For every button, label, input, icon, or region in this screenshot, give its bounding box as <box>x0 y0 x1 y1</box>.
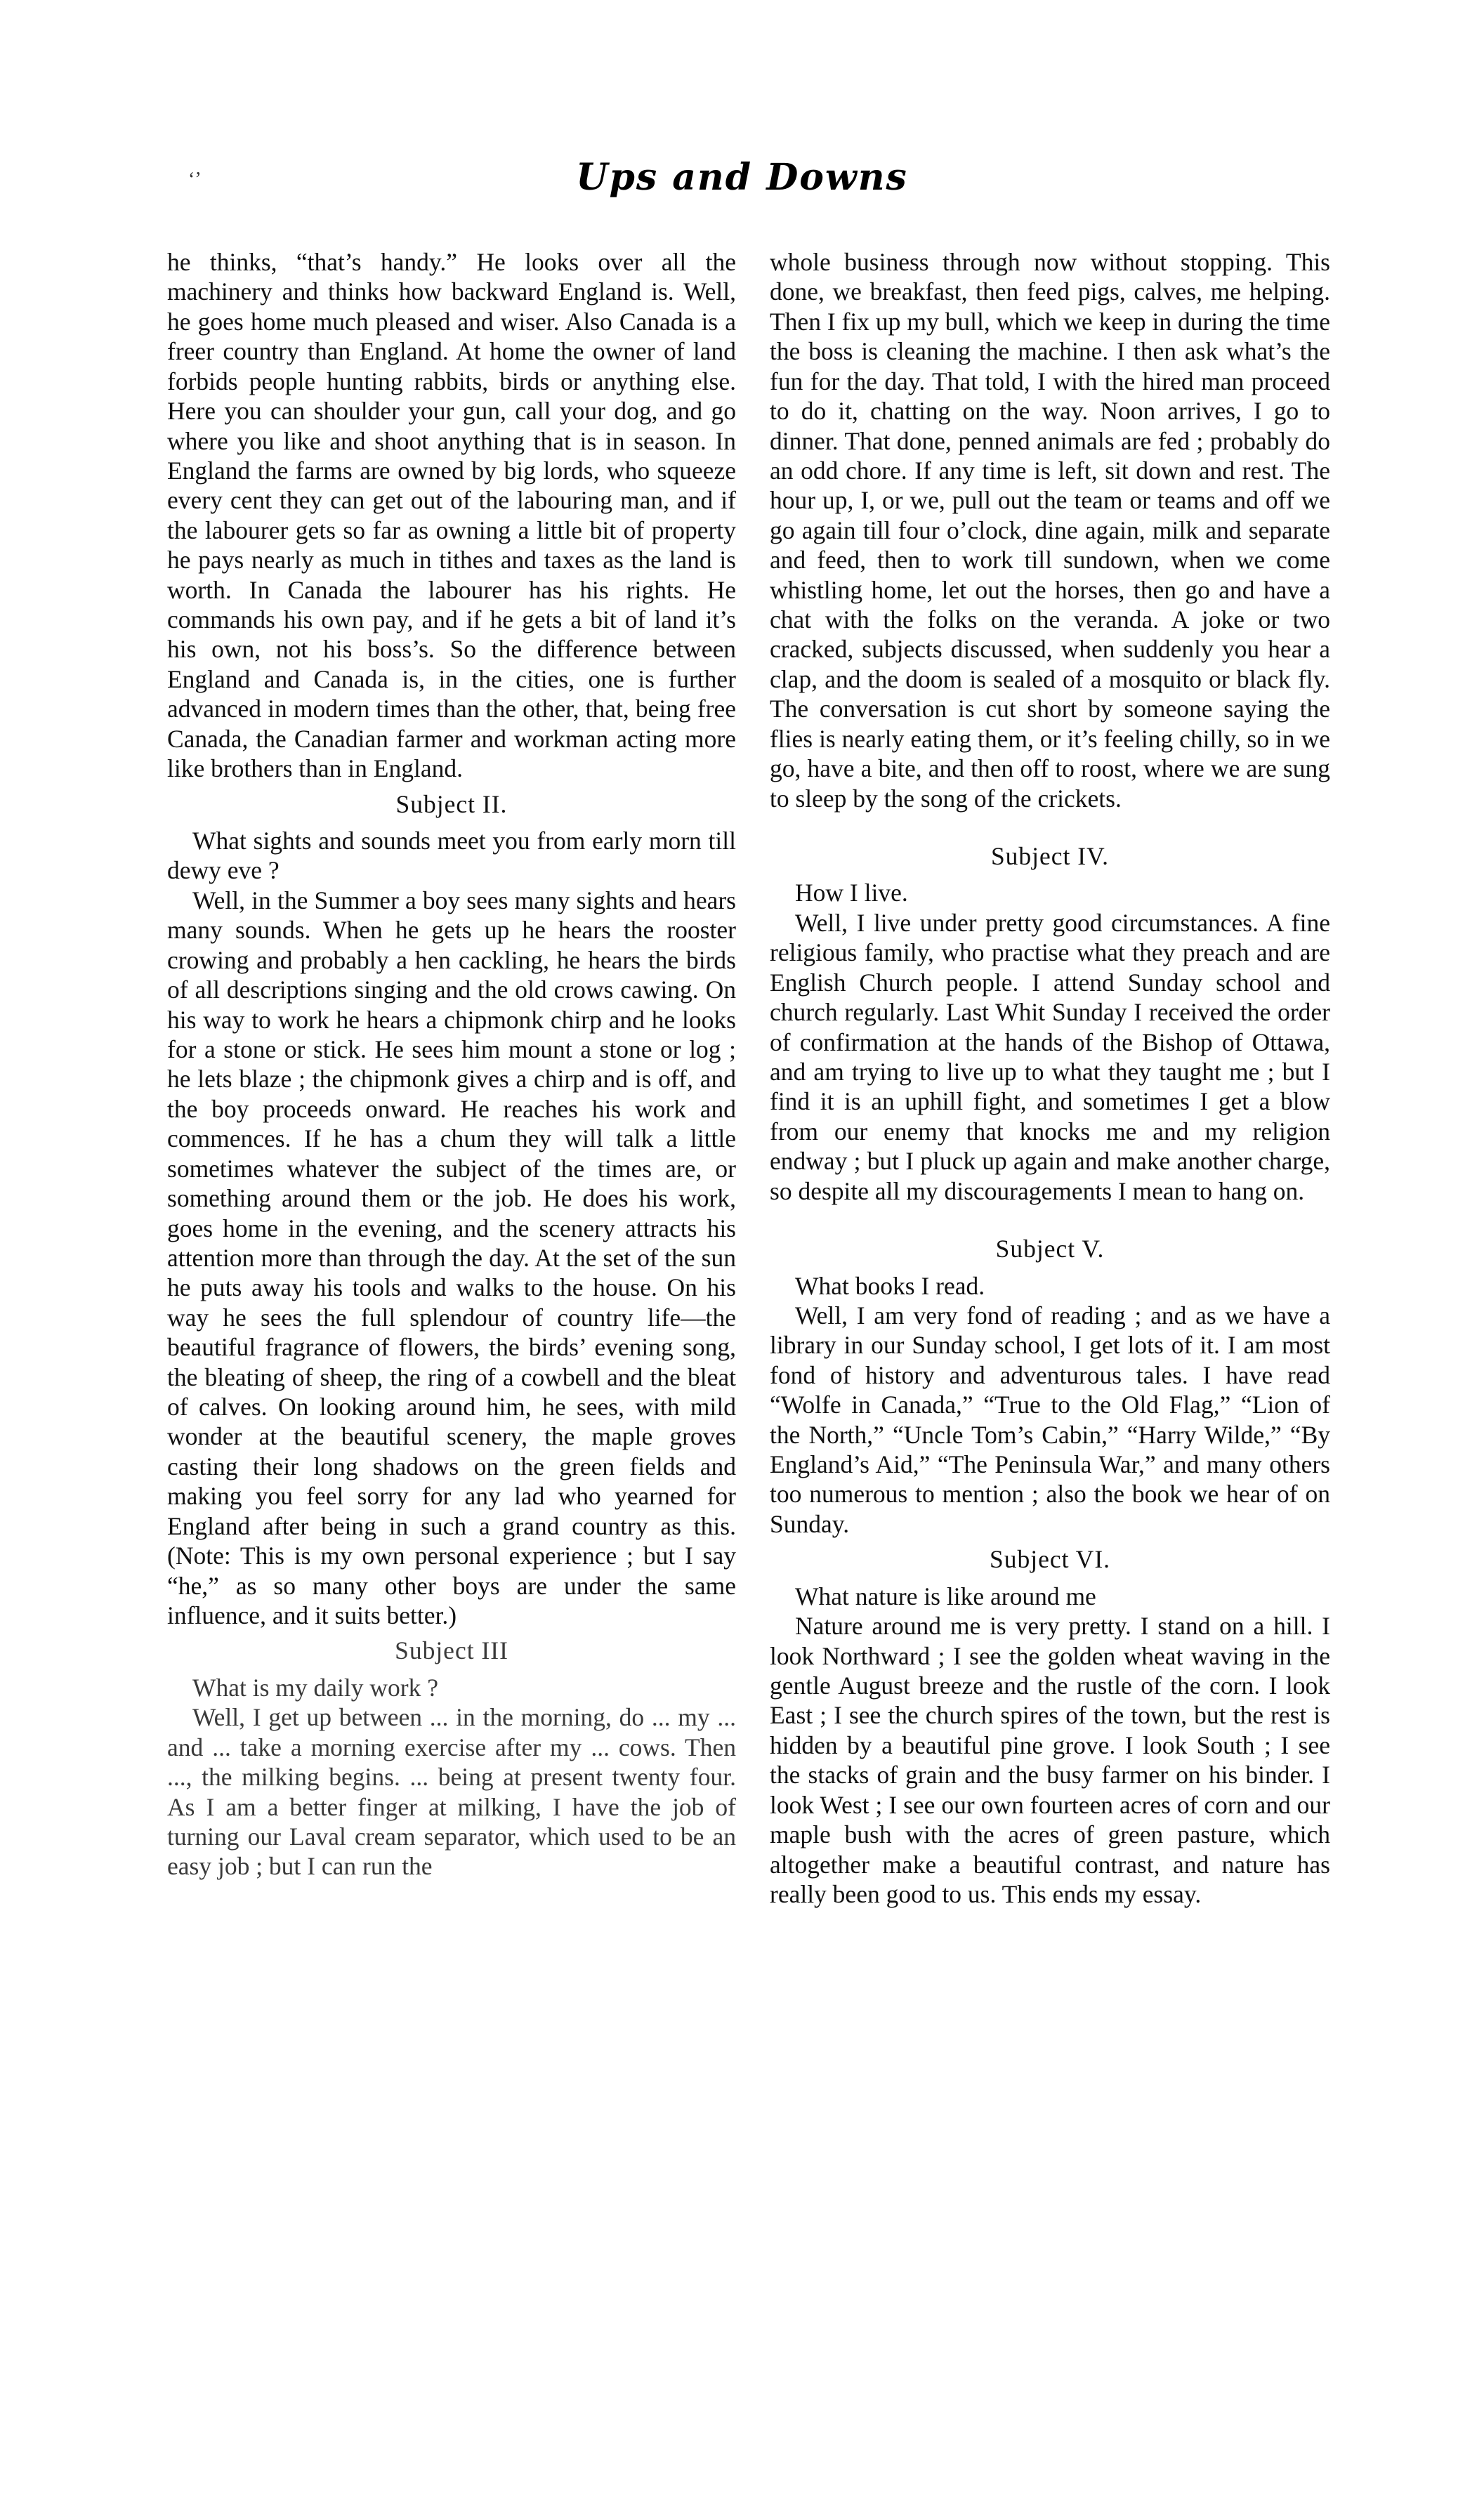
page-number: ‘’ <box>188 169 202 190</box>
running-head <box>0 156 1484 205</box>
subject-3-heading: Subject III <box>395 1636 508 1665</box>
subject-5-body: Well, I am very fond of reading ; and as we have a library in our Sunday school, I get lots of it. I am most fond of history and adventurous tales. I have read “Wolfe in Canada,” “True to the Old Flag,” “Lion of the North,” “Uncle Tom’s Cabin,” “Harry Wilde,” “By England’s Aid,” “The Peninsula War,” and many others too numerous to mention ; also the book we hear of on Sunday. <box>770 1301 1330 1538</box>
subject-2-body: Well, in the Summer a boy sees many sights and hears many sounds. When he gets up he hears the rooster crowing and probably a hen cackling, he hears the birds of all descriptions singing and the old crows cawing. On his way to work he hears a chipmonk chirp and he looks for a stone or stick. He sees him mount a stone or log ; he lets blaze ; the chipmonk gives a chirp and is off, and the boy proceeds onward. He reaches his work and commences. If he has a chum they will talk a little sometimes whatever the subject of the times are, or something around them or the job. He does his work, goes home in the evening, and the scenery attracts his attention more than through the day. At the set of the sun he puts away his tools and walks to the house. On his way he sees the full splendour of country life—the beautiful fragrance of flowers, the birds’ evening song, the bleating of sheep, the ring of a cowbell and the bleat of calves. On looking around him, he sees, with mild wonder at the beautiful scenery, the maple groves casting their long shadows on the green fields and making you feel sorry for any lad who yearned for England after being in such a grand country as this. (Note: This is my own personal experience ; but I say “he,” as so many other boys are under the same influence, and it suits better.) <box>167 886 736 1629</box>
subject-6-body: Nature around me is very pretty. I stand on a hill. I look Northward ; I see the golden wheat waving in the gentle August breeze and the rustle of the corn. I look East ; I see the church spires of the town, but the rest is hidden by a beautiful pine grove. I look South ; I see the stacks of grain and the busy farmer on his binder. I look West ; I see our own fourteen acres of corn and our maple bush with the acres of green pasture, which altogether make a beautiful contrast, and nature has really been good to us. This ends my essay. <box>770 1612 1330 1908</box>
right-column <box>770 247 1330 1909</box>
subject-5-heading: Subject V. <box>995 1235 1105 1263</box>
subject-2-heading: Subject II. <box>395 789 508 818</box>
subject-2-question: What sights and sounds meet you from early morn till dewy eve ? <box>167 827 736 885</box>
subject-3-question: What is my daily work ? <box>192 1673 438 1702</box>
subject-3-body: Well, I get up between ... in the morning, do ... my ... and ... take a morning exercise after my ... cows. Then ..., the milking begins. ... being at present twenty four. As I am a better finger at milking, I have the job of turning our Laval cream separator, which used to be an easy job ; but I can run the <box>167 1703 736 1881</box>
left-column <box>167 247 736 1881</box>
subject-4-body: Well, I live under pretty good circumstances. A fine religious family, who practise what they preach and are English Church people. I attend Sunday school and church regularly. Last Whit Sunday I received the order of confirmation at the hands of the Bishop of Ottawa, and am trying to live up to what they taught me ; but I find it is an uphill fight, and sometimes I get a blow from our enemy that knocks me and my religion endway ; but I pluck up again and make another charge, so despite all my discouragements I mean to hang on. <box>770 908 1330 1205</box>
running-title: Ups and Downs <box>576 156 908 199</box>
subject-4-heading: Subject IV. <box>990 842 1110 871</box>
subject-6-heading: Subject VI. <box>989 1545 1111 1574</box>
subject-5-question: What books I read. <box>795 1271 985 1300</box>
continued-paragraph: he thinks, “that’s handy.” He looks over all the machinery and thinks how backward England is. Well, he goes home much pleased and wiser. Also Canada is a freer country than England. At home the owner of land forbids people hunting rabbits, birds or anything else. Here you can shoulder your gun, call your dog, and go where you like and shoot anything that is in season. In England the farms are owned by big lords, who squeeze every cent they can get out of the labouring man, and if the labourer gets so far as owning a little bit of property he pays nearly as much in tithes and taxes as the land is worth. In Canada the labourer has his rights. He commands his own pay, and if he gets a bit of land it’s his own, not his boss’s. So the difference between England and Canada is, in the cities, one is further advanced in modern times than the other, that, being free Canada, the Canadian farmer and workman acting more like brothers than in England. <box>167 248 736 783</box>
subject-6-question: What nature is like around me <box>795 1582 1096 1610</box>
subject-4-question: How I live. <box>795 879 908 907</box>
continued-paragraph: whole business through now without stopping. This done, we breakfast, then feed pigs, calves, me helping. Then I fix up my bull, which we keep in during the time the boss is cleaning the machine. I then ask what’s the fun for the day. That told, I with the hired man proceed to do it, chatting on the way. Noon arrives, I go to dinner. That done, penned animals are fed ; probably do an odd chore. If any time is left, sit down and rest. The hour up, I, or we, pull out the team or teams and off we go again till four o’clock, dine again, milk and separate and feed, then to work till sundown, when we come whistling home, let out the horses, then go and have a chat with the folks on the veranda. A joke or two cracked, subjects discussed, when suddenly you hear a clap, and the doom is sealed of a mosquito or black fly. The conversation is cut short by someone saying the flies is nearly eating them, or it’s feeling chilly, so in we go, have a bite, and then off to roost, where we are sung to sleep by the song of the crickets. <box>770 248 1330 813</box>
